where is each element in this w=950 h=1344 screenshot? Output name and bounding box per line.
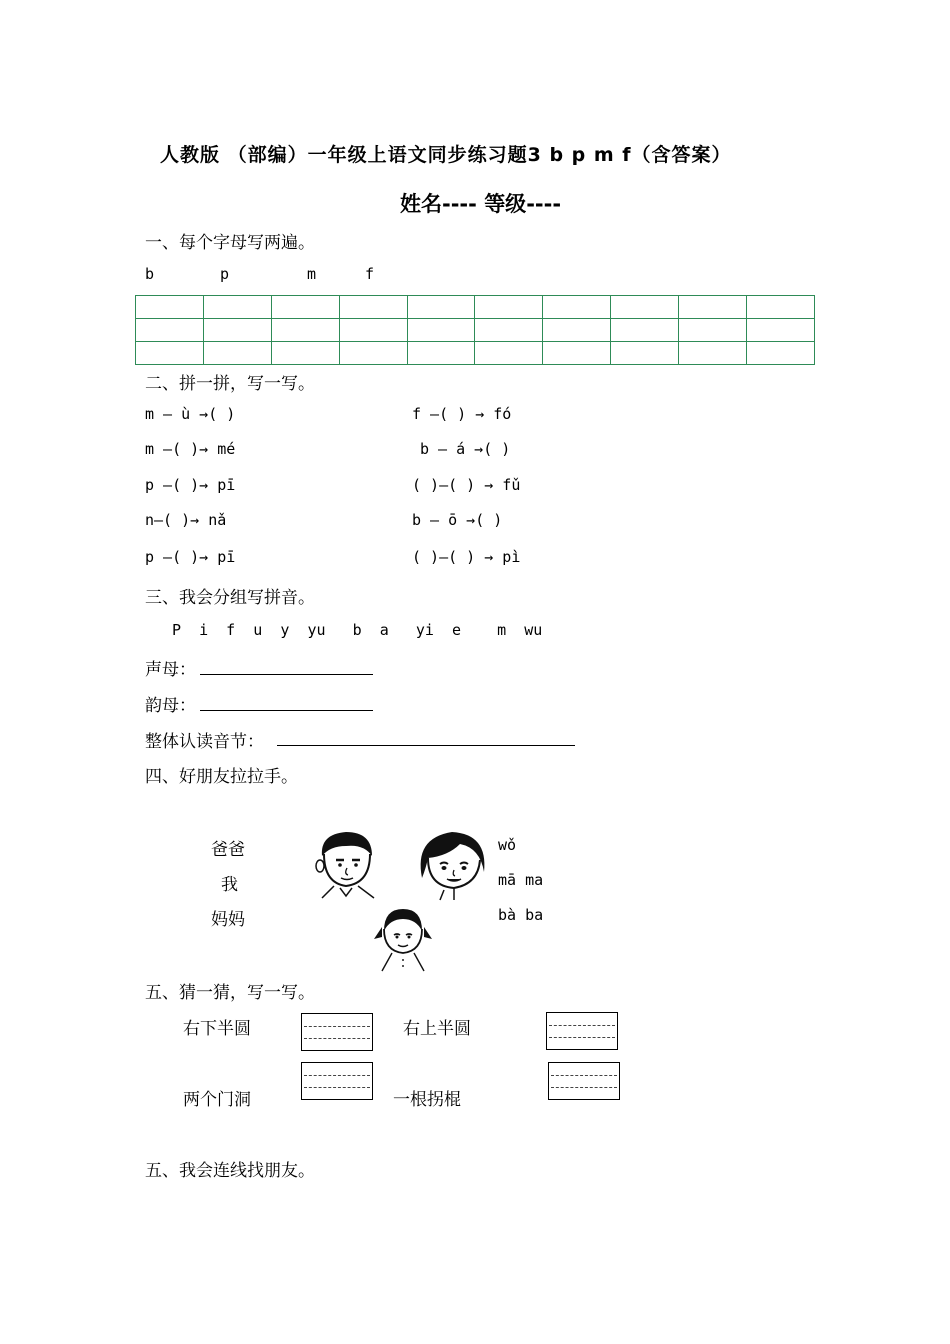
grid-row [136, 319, 815, 342]
grid-row [136, 342, 815, 365]
yunmu-answer-line[interactable] [200, 710, 373, 711]
q2-left-5: p —( )→ pī [145, 548, 236, 566]
word-mama: 妈妈 [211, 910, 245, 930]
q2-left-2: m —( )→ mé [145, 440, 236, 458]
q1-heading: 一、每个字母写两遍。 [145, 233, 315, 253]
q2-right-4: b — ō →( ) [412, 511, 503, 529]
q2-left-1: m — ù →( ) [145, 405, 236, 423]
zhengti-answer-line[interactable] [277, 745, 575, 746]
q1-letter-p: p [220, 265, 230, 283]
q2-heading: 二、拼一拼，写一写。 [145, 374, 315, 394]
clue-1: 右下半圆 [183, 1019, 251, 1039]
word-baba: 爸爸 [211, 840, 245, 860]
shengmu-answer-line[interactable] [200, 674, 373, 675]
q2-right-2: b — á →( ) [420, 440, 511, 458]
name-blank: ---- [442, 192, 477, 216]
shengmu-label: 声母： [145, 660, 196, 680]
grid-row [136, 296, 815, 319]
q1-letter-f: f [365, 265, 375, 283]
clue-3: 两个门洞 [183, 1090, 251, 1110]
q2-right-1: f —( ) → fó [412, 405, 512, 423]
writing-grid [135, 295, 815, 365]
q2-left-3: p —( )→ pī [145, 476, 236, 494]
q4-heading: 四、好朋友拉拉手。 [145, 767, 298, 787]
pinyin-mama: mā ma [498, 871, 544, 889]
grade-label: 等级 [484, 192, 527, 216]
page-title: 人教版 （部编）一年级上语文同步练习题3 b p m f（含答案） [160, 144, 732, 166]
q1-letter-b: b [145, 265, 155, 283]
q2-right-3: ( )—( ) → fǔ [412, 476, 521, 494]
mother-illustration [414, 828, 492, 903]
grade-blank: ---- [526, 192, 562, 216]
q3-items: P i f u y yu b a yi e m wu [172, 621, 543, 639]
q6-heading: 五、我会连线找朋友。 [145, 1161, 315, 1181]
clue-4: 一根拐棍 [393, 1090, 461, 1110]
answer-box-3[interactable] [301, 1062, 373, 1100]
q2-right-5: ( )—( ) → pì [412, 548, 521, 566]
answer-box-1[interactable] [301, 1013, 373, 1051]
answer-box-2[interactable] [546, 1012, 618, 1050]
name-label: 姓名 [400, 192, 442, 216]
pinyin-wo: wǒ [498, 836, 517, 854]
zhengti-label: 整体认读音节： [145, 732, 264, 752]
clue-2: 右上半圆 [403, 1019, 471, 1039]
yunmu-label: 韵母： [145, 696, 196, 716]
q2-left-4: n—( )→ nǎ [145, 511, 227, 529]
father-illustration [312, 828, 382, 903]
girl-illustration [372, 905, 434, 975]
q5-heading: 五、猜一猜，写一写。 [145, 983, 315, 1003]
q3-heading: 三、我会分组写拼音。 [145, 588, 315, 608]
pinyin-baba: bà ba [498, 906, 544, 924]
answer-box-4[interactable] [548, 1062, 620, 1100]
name-grade-line [400, 188, 561, 218]
word-wo: 我 [221, 875, 238, 895]
q1-letter-m: m [307, 265, 317, 283]
